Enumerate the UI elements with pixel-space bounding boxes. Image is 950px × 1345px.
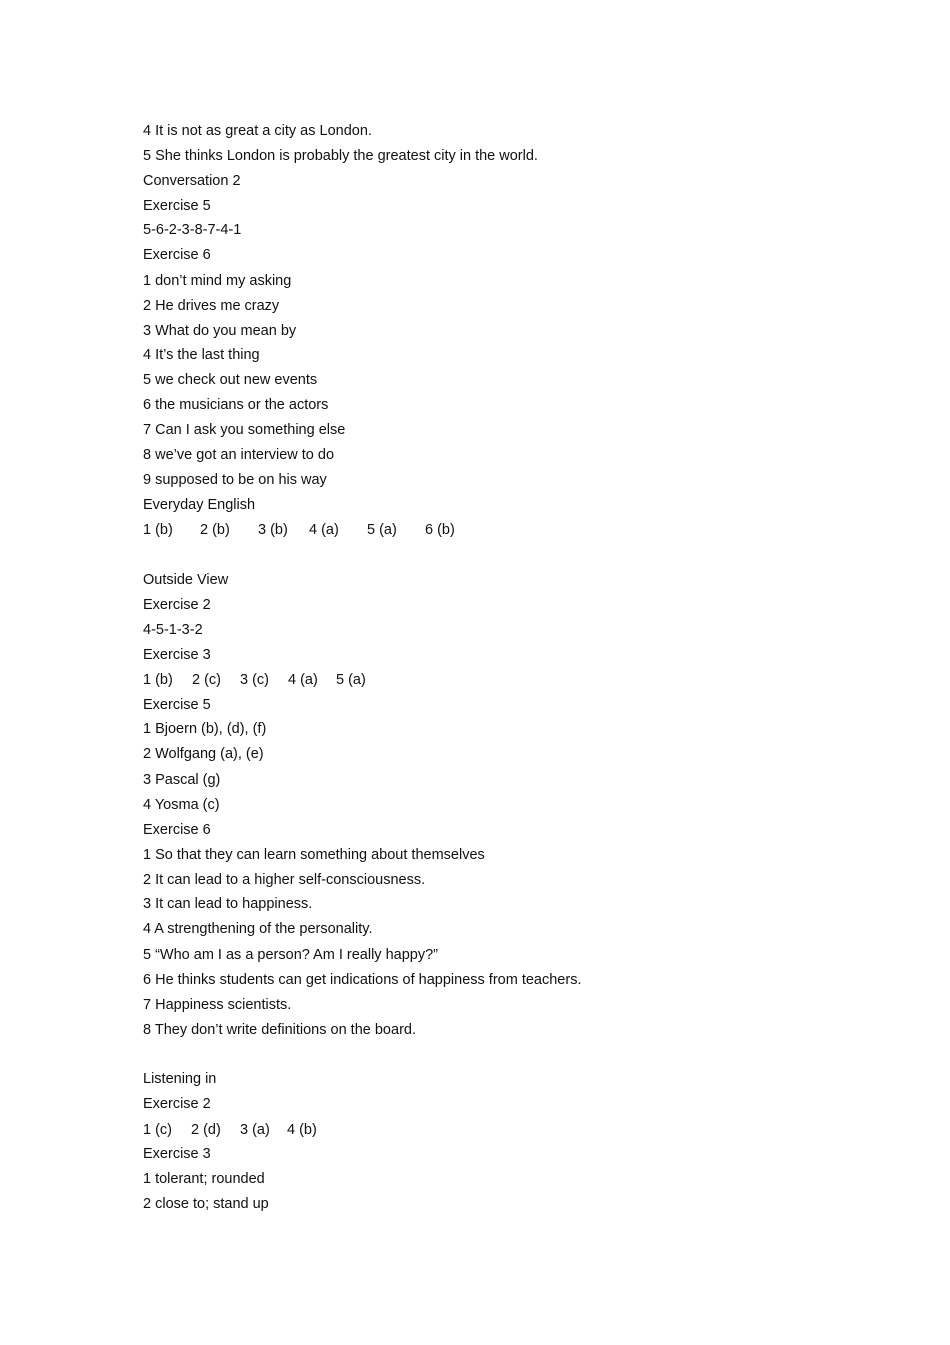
answer-line: 4 Yosma (c) xyxy=(143,797,220,813)
exercise-heading: Exercise 3 xyxy=(143,1146,211,1162)
answer-item: 2 (b) xyxy=(200,522,230,538)
answer-item: 5 (a) xyxy=(336,672,366,688)
exercise-heading: Exercise 5 xyxy=(143,198,211,214)
exercise-heading: Exercise 2 xyxy=(143,597,211,613)
answer-line: 2 Wolfgang (a), (e) xyxy=(143,746,264,762)
answer-item: 3 (c) xyxy=(240,672,269,688)
answer-item: 2 (d) xyxy=(191,1122,221,1138)
answer-line: 2 It can lead to a higher self-consciousness. xyxy=(143,872,426,888)
exercise-heading: Exercise 6 xyxy=(143,822,211,838)
answer-line: 7 Can I ask you something else xyxy=(143,422,346,438)
answer-line: 6 the musicians or the actors xyxy=(143,397,329,413)
section-heading: Listening in xyxy=(143,1071,217,1087)
answer-line: 5 She thinks London is probably the greatest city in the world. xyxy=(143,148,538,164)
answer-item: 3 (b) xyxy=(258,522,288,538)
answer-line: 2 He drives me crazy xyxy=(143,298,280,314)
answer-item: 1 (b) xyxy=(143,672,173,688)
exercise-heading: Exercise 3 xyxy=(143,647,211,663)
answer-line: 1 don’t mind my asking xyxy=(143,273,292,289)
answer-line: 1 Bjoern (b), (d), (f) xyxy=(143,721,267,737)
answer-item: 5 (a) xyxy=(367,522,397,538)
answer-line: 8 we’ve got an interview to do xyxy=(143,447,335,463)
answer-line: 4 It is not as great a city as London. xyxy=(143,123,372,139)
answer-line: 1 So that they can learn something about themselves xyxy=(143,847,485,863)
answer-line: 1 tolerant; rounded xyxy=(143,1171,265,1187)
answer-line: 4 A strengthening of the personality. xyxy=(143,921,373,937)
answer-item: 3 (a) xyxy=(240,1122,270,1138)
answer-line: 3 Pascal (g) xyxy=(143,772,221,788)
answer-line: 9 supposed to be on his way xyxy=(143,472,327,488)
answer-line: 7 Happiness scientists. xyxy=(143,997,292,1013)
exercise-heading: Exercise 5 xyxy=(143,697,211,713)
answer-line: 5 “Who am I as a person? Am I really happy?” xyxy=(143,947,438,963)
answer-line: 2 close to; stand up xyxy=(143,1196,269,1212)
answer-line: 5-6-2-3-8-7-4-1 xyxy=(143,222,242,238)
answer-line: 4 It’s the last thing xyxy=(143,347,260,363)
exercise-heading: Exercise 6 xyxy=(143,247,211,263)
answer-line: 5 we check out new events xyxy=(143,372,318,388)
answer-item: 6 (b) xyxy=(425,522,455,538)
section-heading: Everyday English xyxy=(143,497,256,513)
section-heading: Outside View xyxy=(143,572,229,588)
section-heading: Conversation 2 xyxy=(143,173,241,189)
answer-line: 8 They don’t write definitions on the board. xyxy=(143,1022,416,1038)
answer-line: 4-5-1-3-2 xyxy=(143,622,203,638)
answer-item: 2 (c) xyxy=(192,672,221,688)
answer-line: 6 He thinks students can get indications of happiness from teachers. xyxy=(143,972,582,988)
answer-line: 3 What do you mean by xyxy=(143,323,297,339)
answer-item: 1 (b) xyxy=(143,522,173,538)
answer-line: 3 It can lead to happiness. xyxy=(143,896,313,912)
exercise-heading: Exercise 2 xyxy=(143,1096,211,1112)
answer-item: 4 (a) xyxy=(288,672,318,688)
answer-item: 4 (a) xyxy=(309,522,339,538)
answer-item: 1 (c) xyxy=(143,1122,172,1138)
answer-item: 4 (b) xyxy=(287,1122,317,1138)
